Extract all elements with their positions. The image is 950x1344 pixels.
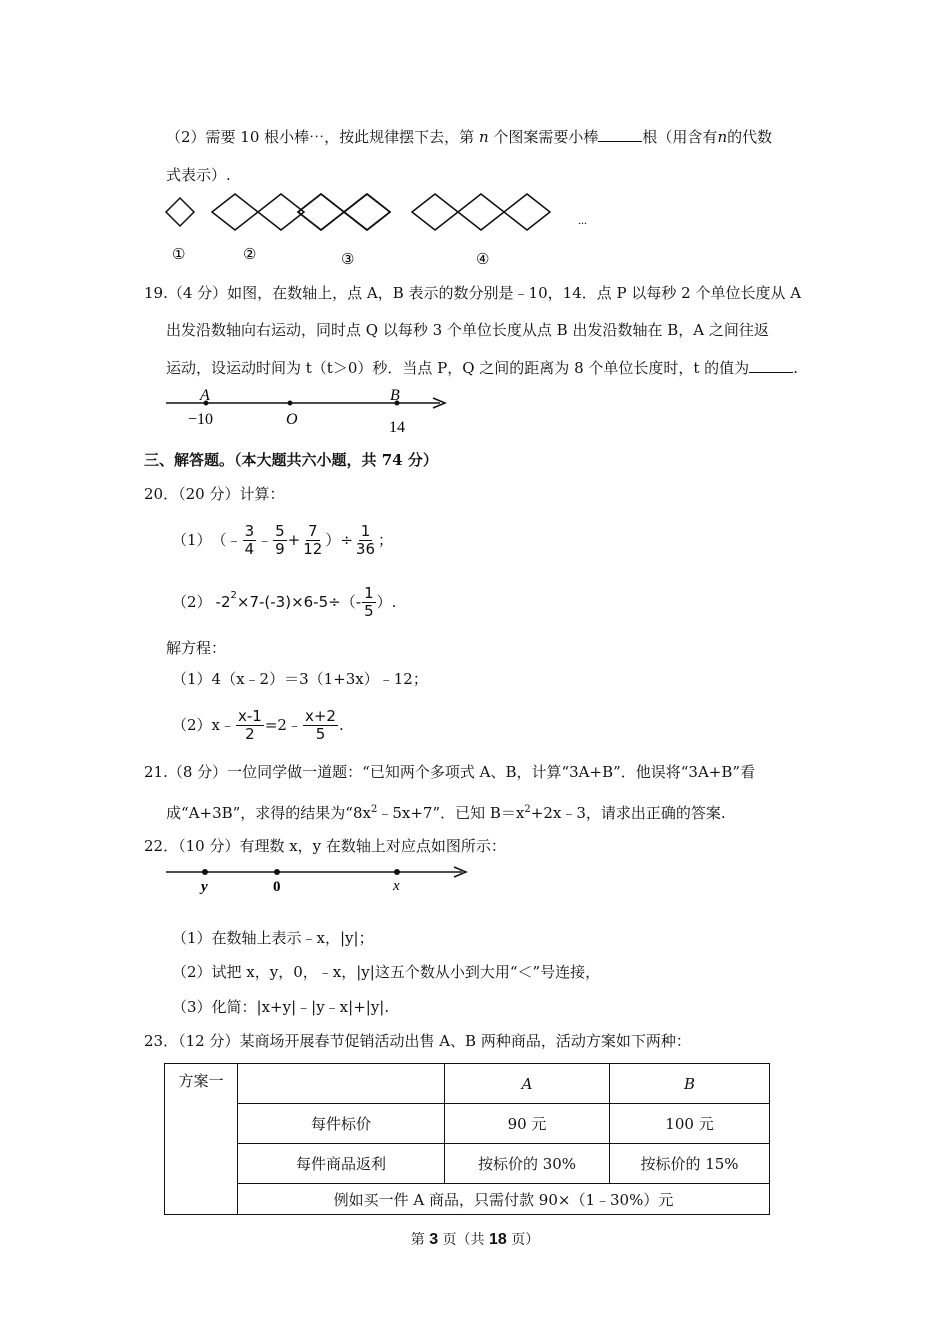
q19-line3: 运动，设运动时间为 t（t＞0）秒．当点 P，Q 之间的距离为 8 个单位长度时，t 的值为 . — [166, 359, 798, 377]
q22-number-line — [160, 860, 480, 900]
fraction: $\frac{x+2}{5}$ — [304, 706, 336, 743]
page-number: 3 — [429, 1231, 439, 1248]
svg-text:−10: −10 — [188, 411, 214, 428]
fraction: $\frac{x-1}{2}$ — [238, 706, 262, 743]
pattern-label-2: ② — [243, 247, 257, 263]
page-total: 18 — [489, 1231, 507, 1248]
page-footer: 第 3 页（共 18 页） — [410, 1231, 540, 1248]
plan-cell: 方案一 — [165, 1064, 238, 1215]
q18-line2: 式表示）. — [166, 166, 231, 184]
q22-sub3: （3）化简：|x+y|﹣|y﹣x|+|y|. — [172, 998, 390, 1016]
q19-line1: 19.（4 分）如图，在数轴上，点 A，B 表示的数分别是﹣10，14．点 P 以每秒 2 个单位长度从 A — [144, 284, 802, 302]
point-y — [202, 869, 208, 875]
q20-part2: （2） -2 $^2$ ×7-(-3)×6-5÷（- $\frac{1}{5}$ ）. — [172, 583, 397, 620]
svg-text:x: x — [393, 878, 400, 894]
q19-line2: 出发沿数轴向右运动，同时点 Q 以每秒 3 个单位长度从点 B 出发沿数轴在 B，A 之间往返 — [166, 321, 769, 339]
q20-part1: （1） （﹣ $\frac{3}{4}$ ﹣ $\frac{5}{9}$ + $\frac{7}{12}$ ）÷ $\frac{1}{36}$ ； — [172, 521, 394, 558]
svg-text:0: 0 — [273, 879, 281, 895]
solve-head: 解方程： — [166, 639, 227, 657]
q21-line1: 21.（8 分）一位同学做一道题：“已知两个多项式 A、B，计算“3A+B”．他误将“3A+B”看 — [144, 763, 756, 781]
equation-1: （1）4（x﹣2）＝3（1+3x）﹣12； — [172, 670, 428, 688]
table-row: 每件标价 90 元 100 元 — [165, 1104, 770, 1144]
table-row: 例如买一件 A 商品，只需付款 90×（1﹣30%）元 — [165, 1184, 770, 1215]
col-header-b: B — [610, 1064, 770, 1104]
svg-text:y: y — [201, 879, 208, 895]
fraction: $\frac{1}{5}$ — [364, 583, 374, 620]
fraction: $\frac{5}{9}$ — [275, 521, 285, 558]
fraction: $\frac{7}{12}$ — [303, 521, 323, 558]
answer-blank — [749, 358, 793, 373]
table-row: 每件商品返利 按标价的 30% 按标价的 15% — [165, 1144, 770, 1184]
equation-2: （2）x﹣ $\frac{x-1}{2}$ =2﹣ $\frac{x+2}{5}$ . — [172, 706, 344, 743]
point-o — [288, 401, 293, 406]
pattern-4 — [412, 194, 550, 230]
promotion-table — [164, 1063, 770, 1215]
point-zero — [274, 869, 280, 875]
section-heading: 三、解答题。（本大题共六小题，共 74 分） — [144, 451, 438, 469]
stick-pattern-figure — [160, 192, 610, 272]
pattern-label-3: ③ — [341, 252, 355, 268]
pattern-label-1: ① — [172, 247, 186, 263]
q23-head: 23．（12 分）某商场开展春节促销活动出售 A、B 两种商品，活动方案如下两种： — [144, 1032, 691, 1050]
fraction: $\frac{1}{36}$ — [355, 521, 376, 558]
q18-line1: （2）需要 10 根小棒⋯，按此规律摆下去，第 n 个图案需要小棒 根（用含有n的代数 — [166, 128, 773, 146]
point-x — [394, 869, 400, 875]
fraction: $\frac{3}{4}$ — [244, 521, 255, 558]
col-header-a: A — [445, 1064, 610, 1104]
answer-blank — [598, 127, 642, 142]
q22-sub2: （2）试把 x，y，0，﹣x，|y|这五个数从小到大用“＜”号连接， — [172, 963, 601, 981]
q19-number-line — [160, 384, 460, 436]
pattern-ellipsis: ... — [578, 213, 587, 227]
pattern-2 — [212, 194, 304, 230]
q22-sub1: （1）在数轴上表示﹣x，|y|； — [172, 929, 374, 947]
q22-head: 22．（10 分）有理数 x，y 在数轴上对应点如图所示： — [144, 837, 506, 855]
svg-text:14: 14 — [389, 419, 405, 436]
pattern-1 — [166, 198, 194, 226]
pattern-label-4: ④ — [476, 252, 490, 268]
svg-text:A: A — [200, 387, 210, 404]
q21-line2: 成“A+3B”，求得的结果为“$8x^2﹣5x+7$”．已知 $B=x^2+2x﹣3$，请求出正确的答案. — [166, 804, 726, 822]
svg-text:O: O — [286, 411, 298, 428]
q20-head: 20．（20 分）计算： — [144, 485, 285, 503]
svg-text:B: B — [390, 387, 400, 404]
